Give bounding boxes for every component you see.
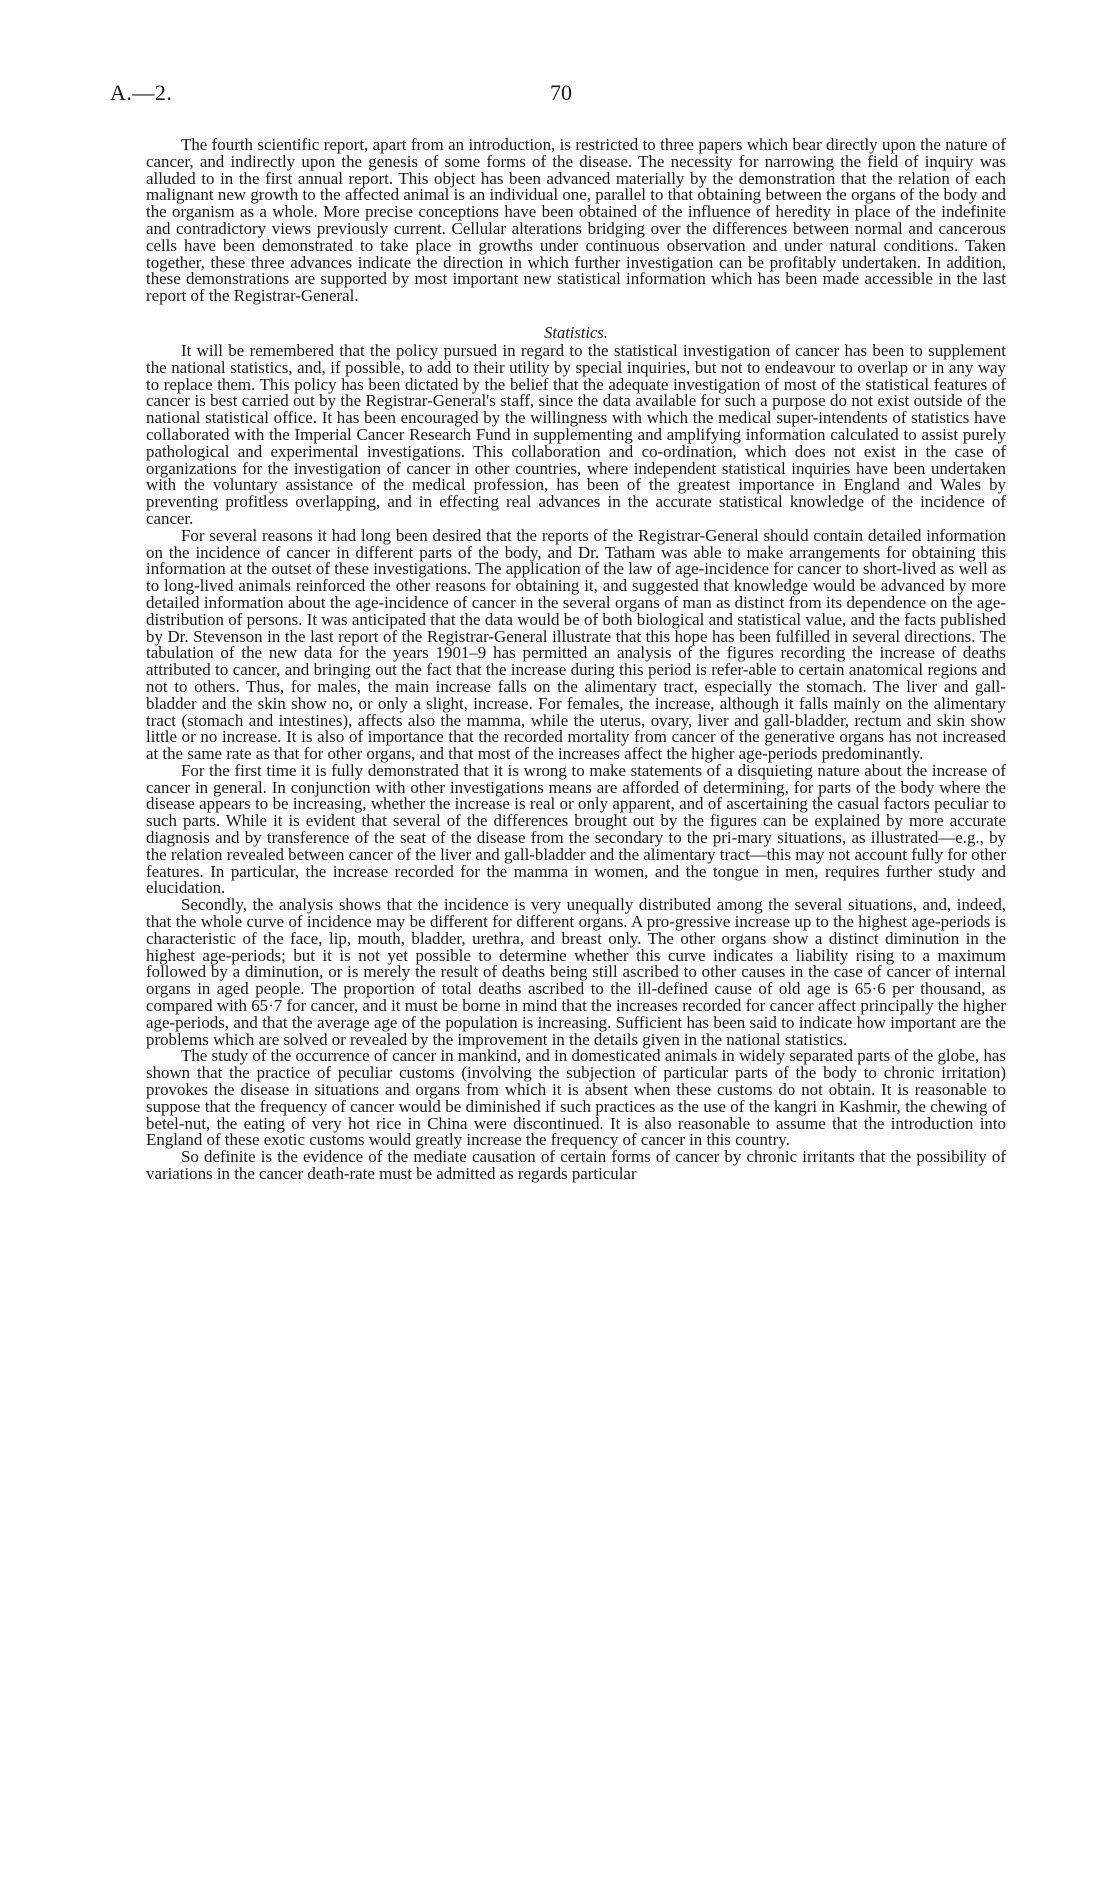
statistics-paragraph-4: Secondly, the analysis shows that the incidence is very unequally distributed among the several situations, and, indeed, that the whole curve of incidence may be different for different organs. A pro-gressive increase up to the highest age-periods is characteristic of the face, lip, mouth, bladder, urethra, and breast only. The other organs show a distinct diminution in the highest age-periods; but it is not yet possible to determine whether this curve indicates a liability rising to a maximum followed by a diminution, or is merely the result of deaths being still ascribed to other causes in the case of cancer of internal organs in aged people. The proportion of total deaths ascribed to the ill-defined cause of old age is 65·6 per thousand, as compared with 65·7 for cancer, and it must be borne in mind that the increases recorded for cancer affect principally the higher age-periods, and that the average age of the population is increasing. Sufficient has been said to indicate how important are the problems which are solved or revealed by the improvement in the details given in the national statistics. xyxy=(146,895,1006,1049)
statistics-paragraph-3: For the first time it is fully demonstrated that it is wrong to make statements of a disquieting nature about the increase of cancer in general. In conjunction with other investigations means are afforded of determining, for parts of the body where the disease appears to be increasing, whether the increase is real or only apparent, and of ascertaining the casual factors peculiar to such parts. While it is evident that several of the differences brought out by the figures can be explained by more accurate diagnosis and by transference of the seat of the disease from the secondary to the pri-mary situations, as illustrated—e.g., by the relation revealed between cancer of the liver and gall-bladder and the alimentary tract—this may not account fully for other features. In particular, the increase recorded for the mamma in women, and the tongue in men, requires further study and elucidation. xyxy=(146,760,1006,898)
section-heading-statistics: Statistics. xyxy=(544,322,608,342)
statistics-paragraph-1: It will be remembered that the policy pursued in regard to the statistical investigation of cancer has been to supplement the national statistics, and, if possible, to add to their utility by special inquiries, but not to endeavour to overlap or in any way to replace them. This policy has been dictated by the belief that the adequate investigation of most of the statistical features of cancer is best carried out by the Registrar-General's staff, since the data available for such a purpose do not exist outside of the national statistical office. It has been encouraged by the willingness with which the medical super-intendents of statistics have collaborated with the Imperial Cancer Research Fund in supplementing and amplifying information calculated to assist purely pathological and experimental investigations. This collaboration and co-ordination, which does not exist in the case of organizations for the investigation of cancer in other countries, where independent statistical inquiries have been undertaken with the voluntary assistance of the medical profession, has been of the greatest importance in England and Wales by preventing profitless overlapping, and in effecting real advances in the accurate statistical knowledge of the incidence of cancer. xyxy=(146,340,1006,528)
page-header xyxy=(110,80,1006,116)
section-spacer xyxy=(146,305,1006,321)
statistics-paragraph-2: For several reasons it had long been desired that the reports of the Registrar-General should contain detailed information on the incidence of cancer in different parts of the body, and Dr. Tatham was able to make arrangements for obtaining this information at the outset of these investigations. The application of the law of age-incidence for cancer to short-lived as well as to long-lived animals reinforced the other reasons for obtaining it, and suggested that knowledge would be advanced by more detailed information about the age-incidence of cancer in the several organs of man as distinct from its dependence on the age-distribution of persons. It was anticipated that the data would be of both biological and statistical value, and the facts published by Dr. Stevenson in the last report of the Registrar-General illustrate that this hope has been fulfilled in several directions. The tabulation of the new data for the years 1901–9 has permitted an analysis of the figures recording the increase of deaths attributed to cancer, and bringing out the fact that the increase during this period is refer-able to certain anatomical regions and not to others. Thus, for males, the main increase falls on the alimentary tract, especially the stomach. The liver and gall-bladder and the skin show no, or only a slight, increase. For females, the increase, although it falls mainly on the alimentary tract (stomach and intestines), affects also the mamma, while the uterus, ovary, liver and gall-bladder, rectum and skin show little or no increase. It is also of importance that the recorded mortality from cancer of the generative organs has not increased at the same rate as that for other organs, and that most of the increases affect the higher age-periods predominantly. xyxy=(146,525,1006,764)
page-number: 70 xyxy=(550,80,572,105)
intro-paragraph: The fourth scientific report, apart from an introduction, is restricted to three papers which bear directly upon the nature of cancer, and indirectly upon the genesis of some forms of the disease. The necessity for narrowing the field of inquiry was alluded to in the first annual report. This object has been advanced materially by the demonstration that the relation of each malignant new growth to the affected animal is an individual one, parallel to that obtaining between the organs of the body and the organism as a whole. More precise conceptions have been obtained of the influence of heredity in place of the indefinite and contradictory views previously current. Cellular alterations bridging over the differences between normal and cancerous cells have been demonstrated to take place in growths under continuous observation and under natural conditions. Taken together, these three advances indicate the direction in which further investigation can be profitably undertaken. In addition, these demonstrations are supported by most important new statistical information which has been made accessible in the last report of the Registrar-General. xyxy=(146,135,1006,306)
statistics-paragraph-6: So definite is the evidence of the mediate causation of certain forms of cancer by chronic irritants that the possibility of variations in the cancer death-rate must be admitted as regards particular xyxy=(146,1147,1006,1184)
statistics-paragraph-5: The study of the occurrence of cancer in mankind, and in domesticated animals in widely separated parts of the globe, has shown that the practice of peculiar customs (involving the subjection of particular parts of the body to chronic irritation) provokes the disease in situations and organs from which it is absent when these customs do not obtain. It is reasonable to suppose that the frequency of cancer would be diminished if such practices as the use of the kangri in Kashmir, the chewing of betel-nut, the eating of very hot rice in China were discontinued. It is also reasonable to assume that the introduction into England of these exotic customs would greatly increase the frequency of cancer in this country. xyxy=(146,1046,1006,1150)
body-text xyxy=(146,137,1006,1183)
page-reference: A.—2. xyxy=(110,80,173,105)
